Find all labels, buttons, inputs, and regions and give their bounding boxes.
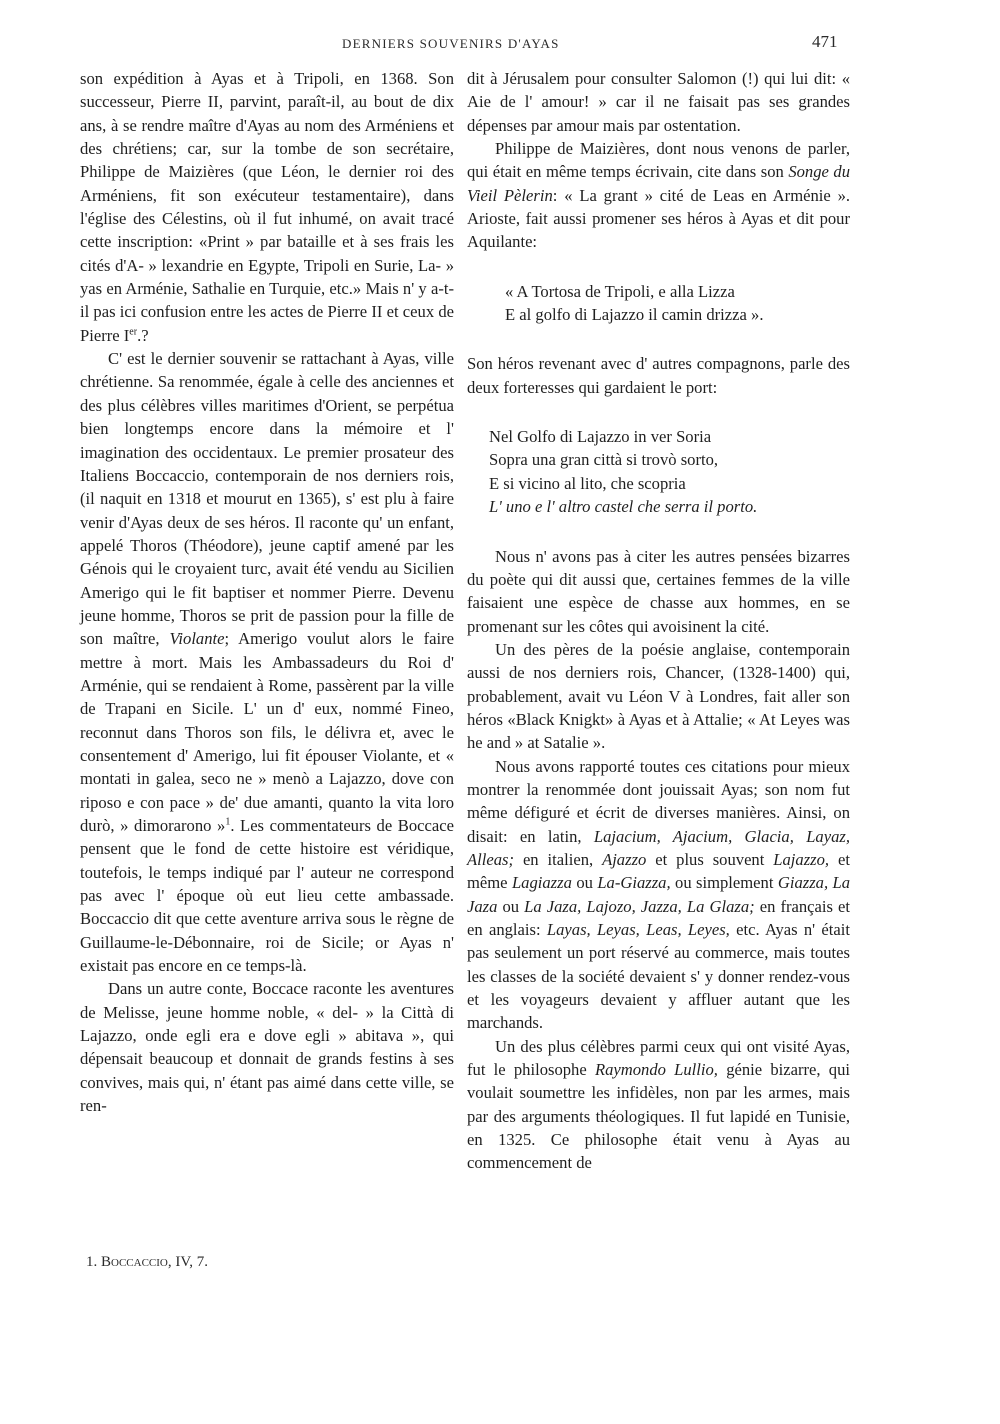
verse-line: E al golfo di Lajazzo il camin drizza ». xyxy=(505,305,764,325)
paragraph: Nous avons rapporté toutes ces citations pour mieux montrer la renommée dont jouissait Ayas; son nom fut même défiguré et écrit de diverses manières. Ainsi, on disait: en latin, Lajacium, Ajacium, Glacia, Layaz, Alleas; en italien, Ajazzo et plus souvent Lajazzo, et même Lagiazza ou La-Giazza, ou simplement Giazza, La Jaza ou La Jaza, Lajozo, Jazza, La Glaza; en français et en anglais: Layas, Leyas, Leas, Leyes, etc. Ayas n' était pas seulement un port réservé au commerce, mais toutes les classes de la société devaient s' y donner rendez-vous et les voyageurs devaient y affluer autant que les marchands. xyxy=(467,756,851,1033)
paragraph: Dans un autre conte, Boccace raconte les aventures de Melisse, jeune homme noble, « del- » la Città di Lajazzo, onde egli era e dove egli » abitava », qui dépensait beaucoup et donnait de grands festins à ses convives, mais qui, n' étant pas aimé dans cette ville, se ren- xyxy=(80,979,454,1116)
footnote-marker: 1 xyxy=(225,816,231,828)
right-column xyxy=(467,67,850,1175)
paragraph: son expédition à Ayas et à Tripoli, en 1368. Son successeur, Pierre II, parvint, paraît-il, au bout de dix ans, à se rendre maître d'Ayas au nom des Arméniens et des chrétiens; car, sur la tombe de son secrétaire, Philippe de Maizières (que Léon, le dernier roi des Arméniens, fit son exécuteur testamentaire), dans l'église des Célestins, où il fut inhumé, on avait tracé cette inscription: «Print » par bataille et à ses frais les cités d'A- » lexandrie en Egypte, Tripoli en Surie, La- » yas en Arménie, Sathalie en Turquie, etc.» Mais n' y a-t-il pas ici confusion entre les actes de Pierre II et ceux de Pierre Ier.? xyxy=(80,69,454,345)
verse-line: « A Tortosa de Tripoli, e alla Lizza xyxy=(505,281,735,301)
footnote-number: 1. xyxy=(86,1254,98,1270)
verse-line: E si vicino al lito, che scopria xyxy=(489,473,686,493)
footnote-author: Boccaccio xyxy=(101,1254,168,1270)
paragraph: dit à Jérusalem pour consulter Salomon (!) qui lui dit: « Aie de l' amour! » car il ne faisait pas ses grandes dépenses par amour mais par ostentation. xyxy=(467,69,850,135)
verse-line: Sopra una gran città si trovò sorto, xyxy=(489,450,719,470)
verse-line: L' uno e l' altro castel che serra il porto. xyxy=(489,497,758,517)
page-number: 471 xyxy=(812,32,838,51)
paragraph: Un des pères de la poésie anglaise, contemporain aussi de nos derniers rois, Chancer, (1328-1400) qui, probablement, avait vu Léon V à Londres, fait aller son héros «Black Knigkt» à Ayas et à Attalie; « At Leyes was he and » at Satalie ». xyxy=(467,639,850,753)
running-title: DERNIERS SOUVENIRS D'AYAS xyxy=(342,36,560,51)
paragraph: Nous n' avons pas à citer les autres pensées bizarres du poète qui dit aussi que, certaines femmes de la ville faisaient une espèce de chasse aux hommes, en se promenant sur les côtes qui avoisinent la cité. xyxy=(467,546,850,636)
paragraph: Philippe de Maizières, dont nous venons de parler, qui était en même temps écrivain, cite dans son Songe du Vieil Pèlerin: « La grant » cité de Leas en Arménie ». Arioste, fait aussi promener ses héros à Ayas et dit pour Aquilante: xyxy=(467,139,851,252)
paragraph: C' est le dernier souvenir se rattachant à Ayas, ville chrétienne. Sa renommée, égale à celle des anciennes et des plus célèbres villes maritimes d'Orient, se perpétua bien longtemps encore dans la mémoire et l' imagination des occidentaux. Le premier prosateur des Italiens Boccaccio, contemporain de nos derniers rois, (il naquit en 1318 et mourut en 1365), s' est plu à faire venir d'Ayas deux de ses héros. Il raconte qu' un enfant, appelé Thoros (Théodore), jeune captif amené par les Génois qui le croyaient turc, avait été vendu au Sicilien Amerigo qui le fit baptiser et nommer Pierre. Devenu jeune homme, Thoros se prit de passion pour la fille de son maître, Violante; Amerigo voulut alors le faire mettre à mort. Mais les Ambassadeurs du Roi d' Arménie, qui se rendaient à Rome, passèrent par la ville de Trapani en Sicile. L' un d' eux, nommé Fineo, reconnut dans Thoros son fils, le délivra et, avec le consentement d' Amerigo, lui fit épouser Violante, et « montati in galea, seco ne » menò a Lajazzo, dove con riposo e con pace » de' due amanti, quanto la vita loro durò, » dimorarono »$^1$. Les commentateurs de Boccace pensent que le fond de cette histoire est véridique, toutefois, le temps indiqué par l' auteur ne correspond pas avec l' époque où eut lieu cette ambassade. Boccaccio dit que cette aventure arriva sous le règne de Guillaume-le-Débonnaire, roi de Sicile; or Ayas n' existait pas encore en ce temps-là. xyxy=(80,349,454,976)
verse-quote xyxy=(467,280,850,327)
footnote xyxy=(86,1254,208,1271)
paragraph: Un des plus célèbres parmi ceux qui ont visité Ayas, fut le philosophe Raymondo Lullio, génie bizarre, qui voulait soumettre les infidèles, non par les armes, mais par des arguments théologiques. Il fut lapidé en Tunisie, en 1325. Ce philosophe était venu à Ayas au commencement de xyxy=(467,1036,850,1173)
paragraph: Son héros revenant avec d' autres compagnons, parle des deux forteresses qui gardaient le port: xyxy=(467,354,850,397)
verse-quote xyxy=(467,425,850,518)
left-column xyxy=(80,67,454,1117)
footnote-reference: , IV, 7. xyxy=(167,1254,209,1270)
verse-line: Nel Golfo di Lajazzo in ver Soria xyxy=(489,427,712,447)
